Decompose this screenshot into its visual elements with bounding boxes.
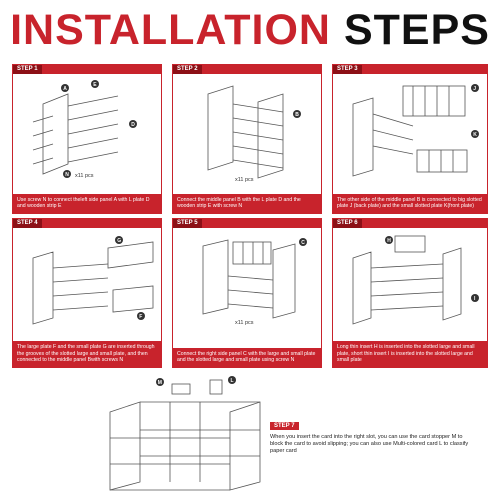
svg-text:F: F [139, 313, 143, 320]
svg-text:K: K [473, 131, 477, 138]
step-3-panel [332, 64, 488, 214]
step-6-label: STEP 6 [333, 219, 362, 228]
svg-text:E: E [93, 81, 97, 88]
step-5-caption: Connect the right side panel C with the large and small plate and the slotted large and small plate using screw N [173, 348, 321, 367]
step-2-caption: Connect the middle panel B with the L plate D and the wooden strip E with screw N [173, 194, 321, 213]
step-1-part-markers [61, 80, 137, 178]
svg-text:D: D [131, 121, 135, 128]
step-3-illustration [333, 74, 487, 186]
step-7-info [270, 414, 470, 455]
step-2-panel [172, 64, 322, 214]
step-4-label: STEP 4 [13, 219, 42, 228]
title-word-installation: INSTALLATION [10, 6, 331, 54]
step-4-illustration [13, 228, 161, 328]
step-7-illustration [100, 372, 270, 496]
step-6-panel [332, 218, 488, 368]
step-7-label: STEP 7 [270, 422, 299, 430]
step-4-caption: The large plate F and the small plate G are inserted through the grooves of the slotted large and small plate, and then connected to the middle panel Bwith screws N [13, 341, 161, 367]
step-2-quantity: x11 pcs [235, 177, 254, 183]
title-word-steps: STEPS [343, 6, 490, 54]
svg-text:H: H [387, 237, 391, 244]
step-5-label: STEP 5 [173, 219, 202, 228]
step-5-panel [172, 218, 322, 368]
step-1-caption: Use screw N to connect theleft side panel A with L plate D and wooden strip E [13, 194, 161, 213]
step-5-illustration [173, 228, 321, 328]
step-7-caption: When you insert the card into the right slot, you can use the card stopper M to block the card to avoid slipping; you can also use Multi-colored card L to classify paper card [270, 434, 469, 454]
step-4-panel [12, 218, 162, 368]
step-2-illustration [173, 74, 321, 186]
svg-text:G: G [117, 237, 122, 244]
svg-text:J: J [473, 85, 477, 92]
svg-text:I: I [474, 295, 476, 302]
step-3-label: STEP 3 [333, 65, 362, 74]
svg-text:A: A [63, 85, 67, 92]
step-6-illustration [333, 228, 487, 328]
step-1-label: STEP 1 [13, 65, 42, 74]
svg-text:M: M [157, 379, 162, 386]
step-6-caption: Long thin insert H is inserted into the slotted large and small plate, short thin insert I is inserted into the slotted large and small plate [333, 341, 487, 367]
step-3-caption: The other side of the middle panel B is connected to big slotted plate J (back plate) and the small slotted plate K(front plate) [333, 194, 487, 213]
step-1-quantity: x11 pcs [75, 173, 94, 179]
svg-text:B: B [295, 111, 299, 118]
svg-text:L: L [230, 377, 234, 384]
step-5-quantity: x11 pcs [235, 320, 254, 326]
step-2-label: STEP 2 [173, 65, 202, 74]
page-title [0, 2, 500, 58]
svg-text:N: N [65, 171, 69, 178]
step-1-illustration [13, 74, 161, 186]
svg-text:C: C [301, 239, 305, 246]
step-1-panel [12, 64, 162, 214]
